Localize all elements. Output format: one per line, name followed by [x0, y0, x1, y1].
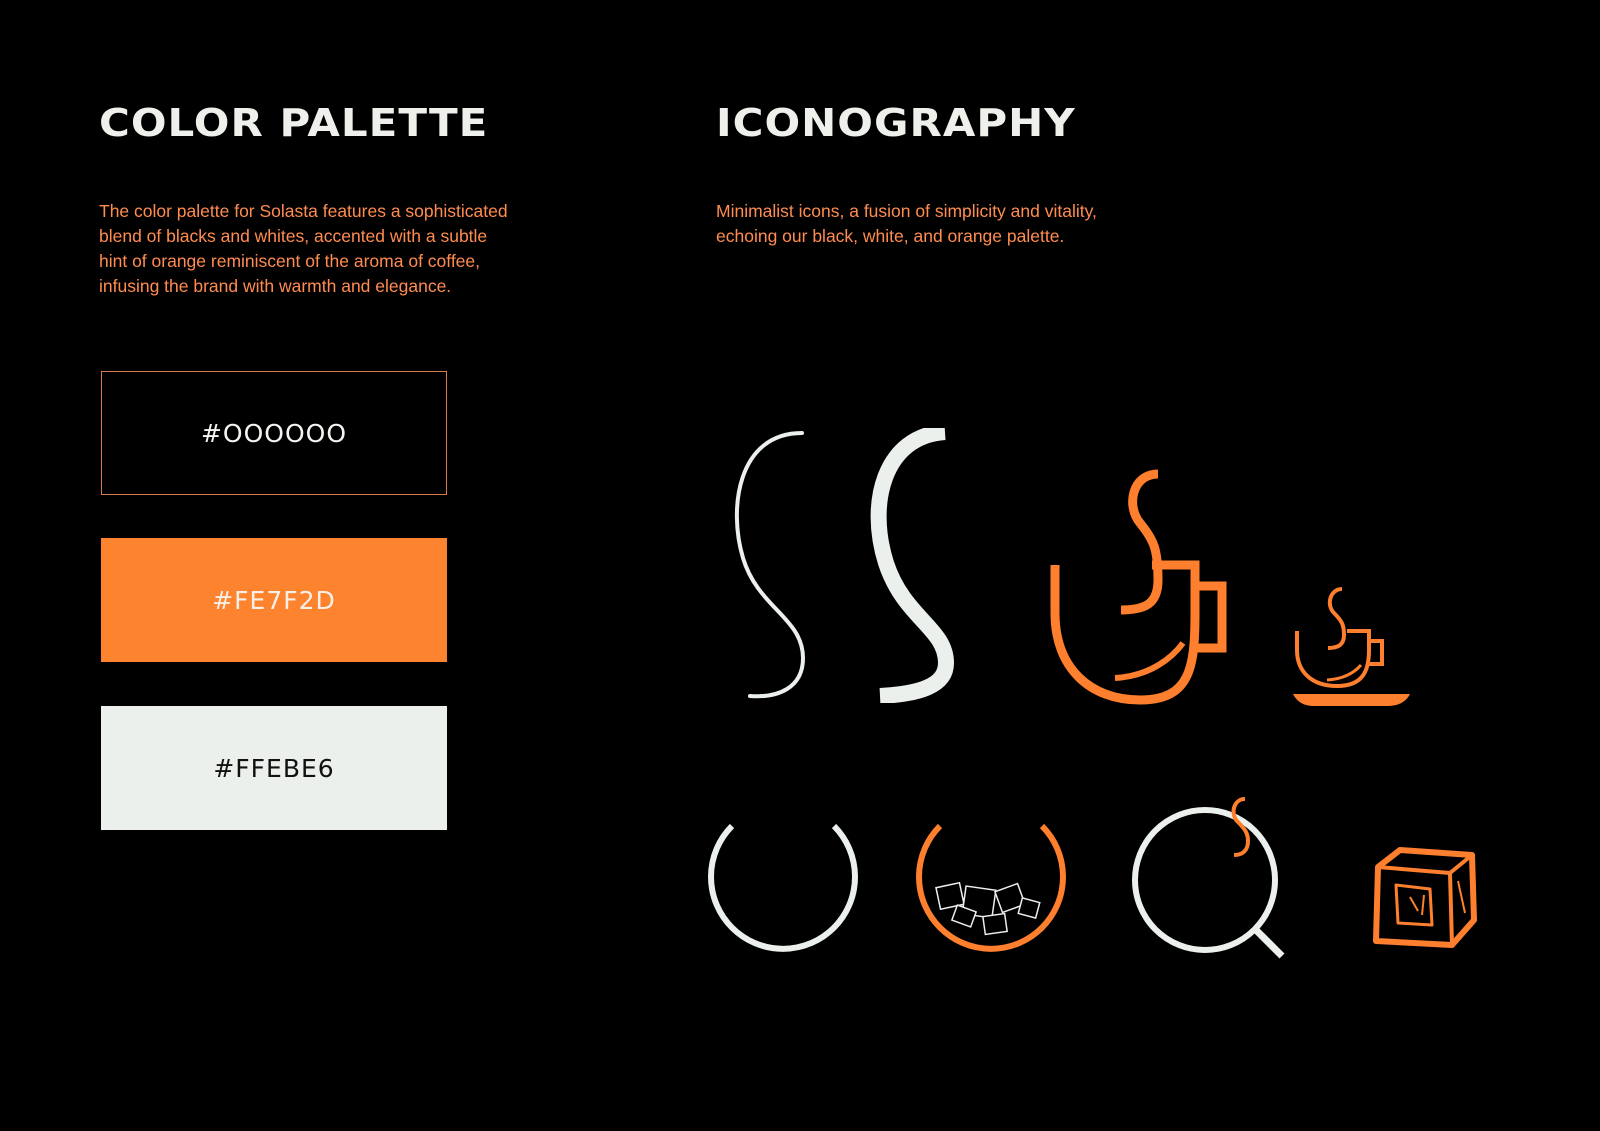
swatch-black-label: #OOOOOO	[200, 418, 347, 448]
iconography-title: ICONOGRAPHY	[716, 100, 1076, 146]
color-palette-description: The color palette for Solasta features a sophisticated blend of blacks and whites, accented with a subtle hint of orange reminiscent of the aroma of coffee, infusing the brand with warmth and elegance.	[99, 201, 508, 296]
swatch-black	[101, 371, 447, 495]
cup-saucer-icon	[1292, 585, 1417, 710]
ice-cubes-bowl-icon	[916, 810, 1076, 960]
color-palette-title: COLOR PALETTE	[99, 100, 489, 146]
swatch-white	[101, 706, 447, 830]
bold-s-icon	[864, 428, 964, 703]
swatch-orange-label: #FE7F2D	[212, 585, 336, 615]
thin-s-icon	[718, 428, 818, 703]
swatch-orange	[101, 538, 447, 662]
ice-cube-icon	[1370, 845, 1480, 955]
swatch-white-label: #FFEBE6	[213, 753, 335, 783]
coffee-cup-icon	[1050, 468, 1235, 708]
iconography-description: Minimalist icons, a fusion of simplicity and vitality, echoing our black, white, and orange palette.	[716, 201, 1097, 246]
search-magnifier-icon	[1130, 795, 1300, 965]
open-circle-icon	[708, 810, 868, 960]
